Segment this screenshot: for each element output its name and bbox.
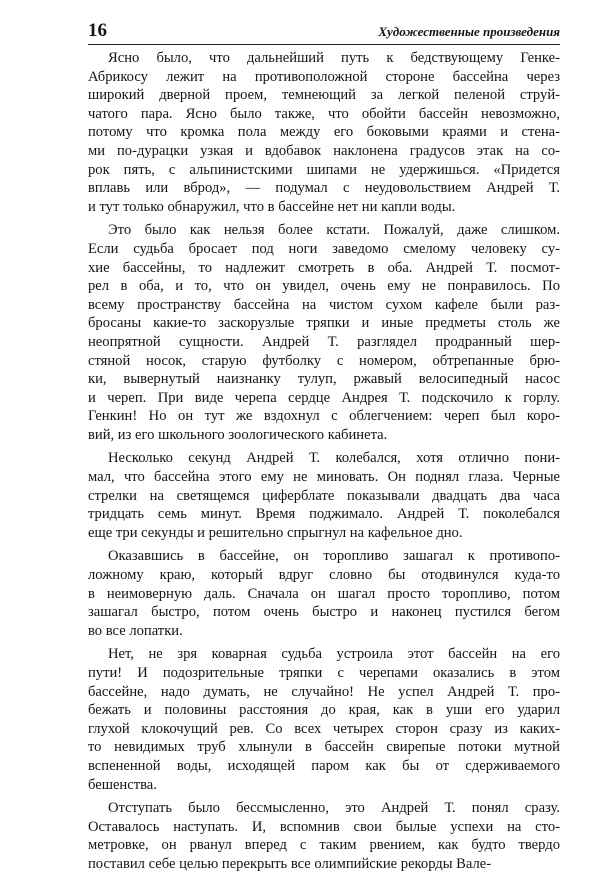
text-line: Генкин! Но он тут же вздохнул с облегчением: череп был коро- (88, 408, 560, 425)
paragraph (88, 449, 560, 542)
text-line: Если судьба бросает под ноги заведомо смелому человеку су- (88, 240, 560, 257)
text-line: ки, вывернутый наизнанку тулуп, ржавый велосипедный насос (88, 371, 560, 388)
text-line: стрелки на светящемся циферблате показывали двадцать два часа (88, 487, 560, 504)
text-line: рел в оба, и то, что он увидел, очень ему не понравилось. По (88, 278, 560, 295)
text-line: Отступать было бессмысленно, это Андрей Т. понял сразу. (108, 800, 560, 817)
text-line: Это было как нельзя более кстати. Пожалуй, даже слишком. (108, 222, 560, 239)
text-line: широкий дверной проем, темнеющий за легкой пеленой струй- (88, 87, 560, 104)
text-line: Ясно было, что дальнейший путь к бедствующему Генке- (108, 50, 560, 66)
text-line: ми по-дурацки узкая и вдобавок наклонена градусов этак на со- (88, 142, 560, 159)
text-line: Нет, не зря коварная судьба устроила этот бассейн на его (108, 646, 560, 663)
paragraph (88, 645, 560, 794)
text-line: еще три секунды и решительно спрыгнул на кафельное дно. (88, 524, 463, 541)
text-line: бешенства. (88, 776, 157, 793)
text-line: Абрикосу лежит на противоположной стороне бассейна через (88, 68, 560, 85)
paragraph (88, 547, 560, 640)
text-line: мал, что бассейна этого ему не миновать. Он поднял глаза. Черные (88, 469, 560, 486)
text-line: всему пространству бассейна на чистом сухом кафеле были раз- (88, 296, 560, 313)
text-line: поставил себе целью перекрыть все олимпийские рекорды Вале- (88, 855, 492, 872)
text-line: рок пять, с альпинистскими шипами не удержишься. «Придется (88, 161, 560, 178)
text-line: в неимоверную даль. Сначала он шагал просто торопливо, потом (88, 585, 560, 602)
text-line: во все лопатки. (88, 622, 183, 639)
text-line: потому что кромка пола между его боковыми краями и стена- (88, 124, 560, 141)
text-line: ложному краю, который вдруг словно бы отодвинулся куда-то (88, 567, 560, 584)
text-line: вспененной воды, исходящей паром как бы от сдерживаемого (88, 757, 560, 774)
header-rule (88, 44, 560, 45)
text-line: бежать и половины расстояния до края, как в уши его ударил (88, 702, 560, 719)
text-line: неопрятной сущности. Андрей Т. разглядел продранный шер- (88, 333, 560, 350)
text-line: бросаны какие-то заскорузлые тряпки и иные предметы столь же (88, 315, 560, 332)
text-line: Оказавшись в бассейне, он торопливо зашагал к противопо- (108, 548, 560, 565)
body-text (88, 49, 560, 879)
text-line: и тут только обнаружил, что в бассейне нет ни капли воды. (88, 198, 456, 215)
text-line: хие бассейны, то надлежит смотреть в оба. Андрей Т. посмот- (88, 259, 560, 276)
text-line: зашагал быстро, потом очень быстро и наконец пустился бегом (88, 604, 560, 621)
text-line: стяной носок, старую футболку с номером, обтрепанные брю- (88, 352, 560, 369)
text-line: вий, из его школьного зоологического кабинета. (88, 426, 388, 443)
text-line: вплавь или вброд», — подумал с неудовольствием Андрей Т. (88, 180, 560, 197)
text-line: пути! И подозрительные тряпки с черепами оказались в этом (88, 665, 560, 681)
text-line: тридцать семь минут. Время поджимало. Андрей Т. поколебался (88, 506, 560, 523)
text-line: Оставалось наступать. И, вспомнив свои былые успехи на сто- (88, 818, 560, 835)
running-title: Художественные произведения (378, 24, 560, 39)
text-line: чатого пара. Ясно было также, что обойти бассейн невозможно, (88, 105, 560, 122)
text-line: бассейне, надо думать, не случайно! Не успел Андрей Т. про- (88, 683, 560, 700)
page-header (88, 20, 560, 44)
text-line: глухой клокочущий рев. Со всех четырех сторон сразу из каких- (88, 720, 560, 737)
text-line: метровке, он рванул вперед с таким рвением, как будто твердо (88, 837, 560, 854)
paragraph (88, 799, 560, 873)
paragraph (88, 221, 560, 444)
text-line: и череп. При виде черепа сердце Андрея Т. подскочило к горлу. (88, 389, 560, 406)
text-line: то невидимых труб хлынули в бассейн свирепые потоки мутной (88, 739, 560, 756)
text-line: Несколько секунд Андрей Т. колебался, хотя отлично пони- (108, 450, 560, 467)
paragraph (88, 49, 560, 216)
page-number: 16 (88, 20, 107, 41)
